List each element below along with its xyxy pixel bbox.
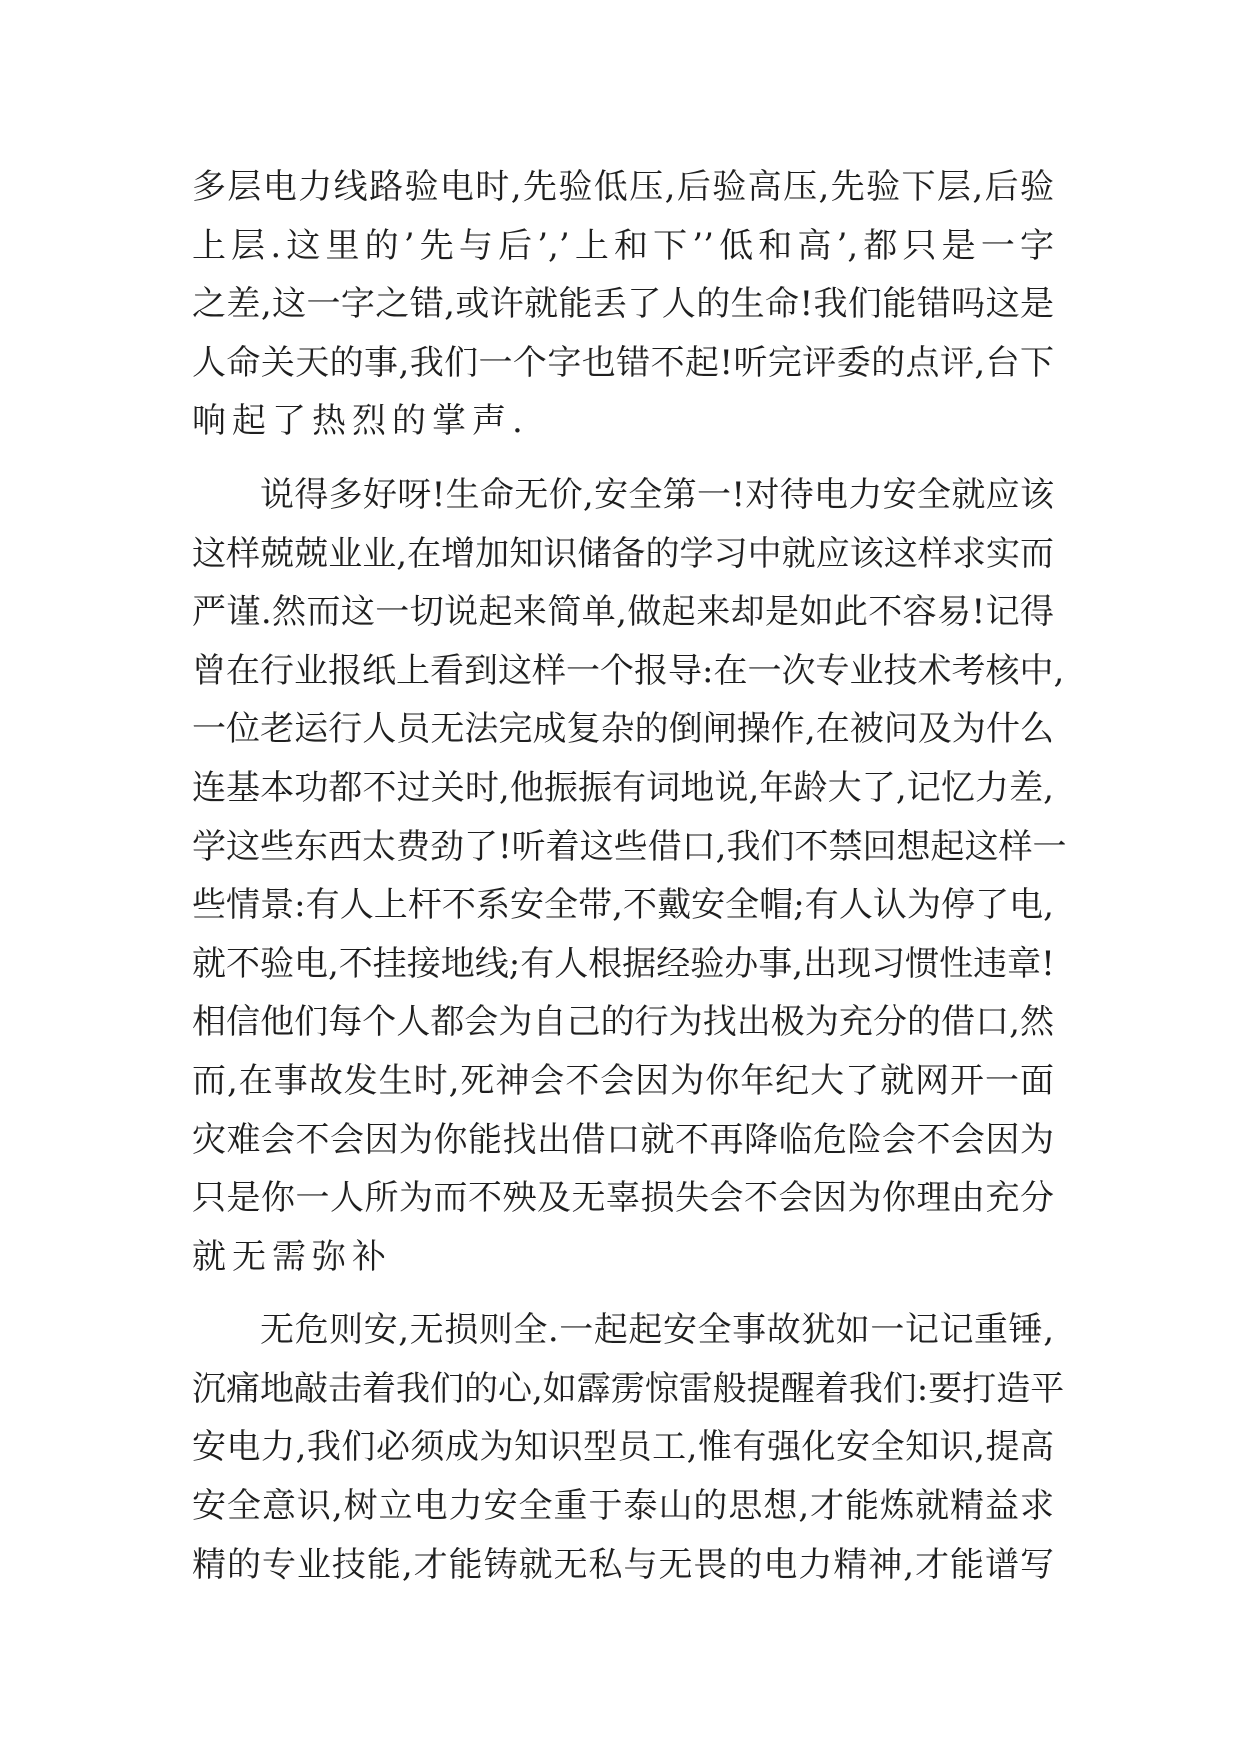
text-line: 些情景:有人上杆不系安全带,不戴安全帽;有人认为停了电, — [192, 885, 1054, 926]
text-line: 而,在事故发生时,死神会不会因为你年纪大了就网开一面 — [192, 1060, 1054, 1101]
text-line: 连基本功都不过关时,他振振有词地说,年龄大了,记忆力差, — [192, 767, 1054, 808]
text-line: 响起了热烈的掌声. — [192, 401, 529, 442]
text-line: 就不验电,不挂接地线;有人根据经验办事,出现习惯性违章! — [192, 943, 1055, 984]
text-line: 精的专业技能,才能铸就无私与无畏的电力精神,才能谱写 — [192, 1544, 1054, 1585]
text-line: 一位老运行人员无法完成复杂的倒闸操作,在被问及为什么 — [192, 709, 1054, 750]
text-line: 人命关天的事,我们一个字也错不起!听完评委的点评,台下 — [192, 342, 1054, 383]
text-line: 上层.这里的’先与后’,’上和下’’低和高’,都只是一字 — [192, 225, 1054, 266]
text-line: 灾难会不会因为你能找出借口就不再降临危险会不会因为 — [192, 1119, 1054, 1160]
text-line: 相信他们每个人都会为自己的行为找出极为充分的借口,然 — [192, 1002, 1054, 1043]
text-line: 只是你一人所为而不殃及无辜损失会不会因为你理由充分 — [192, 1178, 1054, 1219]
text-line: 之差,这一字之错,或许就能丢了人的生命!我们能错吗这是 — [192, 284, 1054, 325]
paragraph-spacer — [192, 451, 1054, 466]
text-line: 这样兢兢业业,在增加知识储备的学习中就应该这样求实而 — [192, 533, 1054, 574]
text-line: 说得多好呀!生命无价,安全第一!对待电力安全就应该 — [260, 474, 1054, 515]
text-line: 多层电力线路验电时,先验低压,后验高压,先验下层,后验 — [192, 167, 1054, 207]
document-page — [192, 158, 1067, 1594]
text-line: 曾在行业报纸上看到这样一个报导:在一次专业技术考核中, — [192, 650, 1065, 691]
text-line: 无危则安,无损则全.一起起安全事故犹如一记记重锤, — [260, 1310, 1054, 1351]
text-line: 安全意识,树立电力安全重于泰山的思想,才能炼就精益求 — [192, 1486, 1054, 1527]
paragraph-3 — [192, 1301, 1065, 1594]
text-line: 严谨.然而这一切说起来简单,做起来却是如此不容易!记得 — [192, 592, 1054, 633]
text-line: 学这些东西太费劲了!听着这些借口,我们不禁回想起这样一 — [192, 826, 1067, 867]
text-line: 就无需弥补 — [192, 1236, 392, 1277]
paragraph-spacer — [192, 1286, 1054, 1301]
text-line: 安电力,我们必须成为知识型员工,惟有强化安全知识,提高 — [192, 1427, 1054, 1468]
text-line: 沉痛地敲击着我们的心,如霹雳惊雷般提醒着我们:要打造平 — [192, 1368, 1065, 1409]
paragraph-2 — [192, 466, 1067, 1286]
paragraph-1 — [192, 158, 1054, 451]
